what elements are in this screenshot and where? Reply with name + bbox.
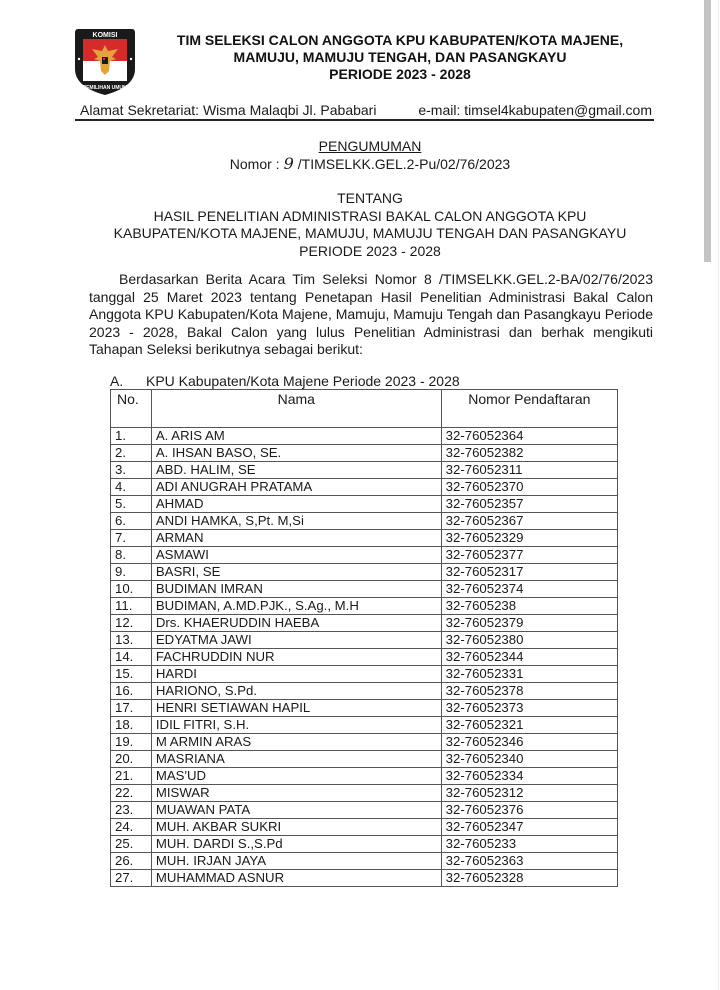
row-number: 12. [111, 615, 152, 632]
row-number: 3. [111, 462, 152, 479]
row-number: 9. [111, 564, 152, 581]
registration-number: 32-76052321 [441, 717, 617, 734]
candidate-name: A. IHSAN BASO, SE. [151, 445, 441, 462]
candidate-name: MISWAR [151, 785, 441, 802]
announcement-title [80, 138, 660, 155]
registration-number: 32-76052367 [441, 513, 617, 530]
row-number: 11. [111, 598, 152, 615]
candidate-name: HARIONO, S.Pd. [151, 683, 441, 700]
number-prefix: Nomor : [229, 156, 280, 172]
handwritten-number: 9 [283, 154, 294, 173]
row-number: 16. [111, 683, 152, 700]
candidate-name: HARDI [151, 666, 441, 683]
table-row [111, 462, 618, 479]
candidate-name: MAS'UD [151, 768, 441, 785]
row-number: 2. [111, 445, 152, 462]
about-label: TENTANG [337, 190, 403, 206]
about-line-3: PERIODE 2023 - 2028 [299, 242, 441, 259]
registration-number: 32-76052340 [441, 751, 617, 768]
candidate-name: AHMAD [151, 496, 441, 513]
table-body [111, 428, 618, 887]
registration-number: 32-76052373 [441, 700, 617, 717]
row-number: 24. [111, 819, 152, 836]
candidate-name: ASMAWI [151, 547, 441, 564]
registration-number: 32-7605233 [441, 836, 617, 853]
svg-text:KOMISI: KOMISI [92, 32, 118, 39]
column-header-registration: Nomor Pendaftaran [441, 390, 617, 428]
page-edge [718, 0, 719, 990]
candidate-name: EDYATMA JAWI [151, 632, 441, 649]
candidate-name: MUHAMMAD ASNUR [151, 870, 441, 887]
announcement-title-text: PENGUMUMAN [318, 138, 422, 154]
table-row [111, 428, 618, 445]
table-row [111, 564, 618, 581]
org-title-line-3: PERIODE 2023 - 2028 [329, 66, 471, 82]
candidate-name: MUH. AKBAR SUKRI [151, 819, 441, 836]
row-number: 10. [111, 581, 152, 598]
registration-number: 32-76052370 [441, 479, 617, 496]
secretariat-address-line [80, 101, 652, 119]
table-row [111, 581, 618, 598]
registration-number: 32-76052379 [441, 615, 617, 632]
registration-number: 32-76052334 [441, 768, 617, 785]
announcement-number [80, 155, 660, 173]
row-number: 26. [111, 853, 152, 870]
table-row [111, 734, 618, 751]
table-row [111, 717, 618, 734]
table-row [111, 649, 618, 666]
registration-number: 32-76052312 [441, 785, 617, 802]
registration-number: 32-76052377 [441, 547, 617, 564]
table-row [111, 513, 618, 530]
registration-number: 32-76052382 [441, 445, 617, 462]
candidate-name: BUDIMAN, A.MD.PJK., S.Ag., M.H [151, 598, 441, 615]
candidate-name: ARMAN [151, 530, 441, 547]
candidate-name: MUH. DARDI S.,S.Pd [151, 836, 441, 853]
row-number: 22. [111, 785, 152, 802]
section-title: KPU Kabupaten/Kota Majene Periode 2023 - 2028 [146, 373, 460, 389]
number-suffix: /TIMSELKK.GEL.2-Pu/02/76/2023 [297, 156, 511, 172]
table-row [111, 819, 618, 836]
registration-number: 32-76052329 [441, 530, 617, 547]
candidate-name: MUH. IRJAN JAYA [151, 853, 441, 870]
registration-number: 32-76052347 [441, 819, 617, 836]
registration-number: 32-76052311 [441, 462, 617, 479]
registration-number: 32-76052357 [441, 496, 617, 513]
candidate-name: ANDI HAMKA, S,Pt. M,Si [151, 513, 441, 530]
registration-number: 32-76052364 [441, 428, 617, 445]
candidate-name: Drs. KHAERUDDIN HAEBA [151, 615, 441, 632]
table-row [111, 666, 618, 683]
candidate-name: HENRI SETIAWAN HAPIL [151, 700, 441, 717]
candidate-name: IDIL FITRI, S.H. [151, 717, 441, 734]
row-number: 23. [111, 802, 152, 819]
table-header-row [111, 390, 618, 428]
row-number: 25. [111, 836, 152, 853]
registration-number: 32-76052380 [441, 632, 617, 649]
section-a-heading [110, 373, 460, 390]
secretariat-email: e-mail: timsel4kabupaten@gmail.com [418, 102, 652, 118]
organization-title [150, 32, 650, 83]
row-number: 17. [111, 700, 152, 717]
about-line-1: HASIL PENELITIAN ADMINISTRASI BAKAL CALON ANGGOTA KPU [153, 207, 587, 224]
registration-number: 32-76052374 [441, 581, 617, 598]
candidate-name: ADI ANUGRAH PRATAMA [151, 479, 441, 496]
secretariat-address: Alamat Sekretariat: Wisma Malaqbi Jl. Pababari [80, 102, 377, 118]
registration-number: 32-76052328 [441, 870, 617, 887]
about-line-2: KABUPATEN/KOTA MAJENE, MAMUJU, MAMUJU TENGAH DAN PASANGKAYU [113, 225, 627, 241]
column-header-name: Nama [151, 390, 441, 428]
svg-text:PEMILIHAN UMUM: PEMILIHAN UMUM [82, 85, 128, 91]
registration-number: 32-76052344 [441, 649, 617, 666]
table-row [111, 547, 618, 564]
registration-number: 32-7605238 [441, 598, 617, 615]
table-row [111, 615, 618, 632]
registration-number: 32-76052346 [441, 734, 617, 751]
row-number: 21. [111, 768, 152, 785]
table-row [111, 853, 618, 870]
candidate-name: ABD. HALIM, SE [151, 462, 441, 479]
row-number: 18. [111, 717, 152, 734]
table-row [111, 700, 618, 717]
row-number: 14. [111, 649, 152, 666]
table-row [111, 836, 618, 853]
section-letter: A. [110, 373, 124, 389]
kpu-logo-icon [72, 25, 138, 97]
row-number: 6. [111, 513, 152, 530]
table-row [111, 530, 618, 547]
body-paragraph: Berdasarkan Berita Acara Tim Seleksi Nomor 8 /TIMSELKK.GEL.2-BA/02/76/2023 tanggal 25 Maret 2023 tentang Penetapan Hasil Penelitian Administrasi Bakal Calon Anggota KPU Kabupaten/Kota Majene, Mamuju, Mamuju Tengah dan Pasangkayu Periode 2023 - 2028, Bakal Calon yang lulus Penelitian Administrasi dan berhak mengikuti Tahapan Seleksi berikutnya sebagai berikut: [89, 271, 653, 357]
row-number: 8. [111, 547, 152, 564]
candidate-name: M ARMIN ARAS [151, 734, 441, 751]
table-row [111, 598, 618, 615]
registration-number: 32-76052376 [441, 802, 617, 819]
row-number: 19. [111, 734, 152, 751]
announcement-subject [80, 190, 660, 260]
row-number: 7. [111, 530, 152, 547]
candidate-name: A. ARIS AM [151, 428, 441, 445]
registration-number: 32-76052378 [441, 683, 617, 700]
candidate-name: BUDIMAN IMRAN [151, 581, 441, 598]
table-row [111, 870, 618, 887]
table-row [111, 479, 618, 496]
table-row [111, 802, 618, 819]
candidate-name: MUAWAN PATA [151, 802, 441, 819]
column-header-no: No. [111, 390, 152, 428]
table-row [111, 768, 618, 785]
row-number: 1. [111, 428, 152, 445]
row-number: 20. [111, 751, 152, 768]
row-number: 15. [111, 666, 152, 683]
row-number: 5. [111, 496, 152, 513]
registration-number: 32-76052363 [441, 853, 617, 870]
candidate-name: FACHRUDDIN NUR [151, 649, 441, 666]
table-row [111, 496, 618, 513]
table-row [111, 751, 618, 768]
row-number: 13. [111, 632, 152, 649]
org-title-line-1: TIM SELEKSI CALON ANGGOTA KPU KABUPATEN/KOTA MAJENE, [176, 32, 624, 48]
table-row [111, 445, 618, 462]
row-number: 4. [111, 479, 152, 496]
letterhead-divider [75, 119, 654, 121]
candidate-name: BASRI, SE [151, 564, 441, 581]
table-row [111, 632, 618, 649]
table-row [111, 683, 618, 700]
table-row [111, 785, 618, 802]
org-title-line-2: MAMUJU, MAMUJU TENGAH, DAN PASANGKAYU [233, 49, 567, 65]
candidates-table [110, 389, 618, 887]
registration-number: 32-76052317 [441, 564, 617, 581]
row-number: 27. [111, 870, 152, 887]
candidate-name: MASRIANA [151, 751, 441, 768]
registration-number: 32-76052331 [441, 666, 617, 683]
scrollbar-thumb[interactable] [704, 0, 711, 262]
